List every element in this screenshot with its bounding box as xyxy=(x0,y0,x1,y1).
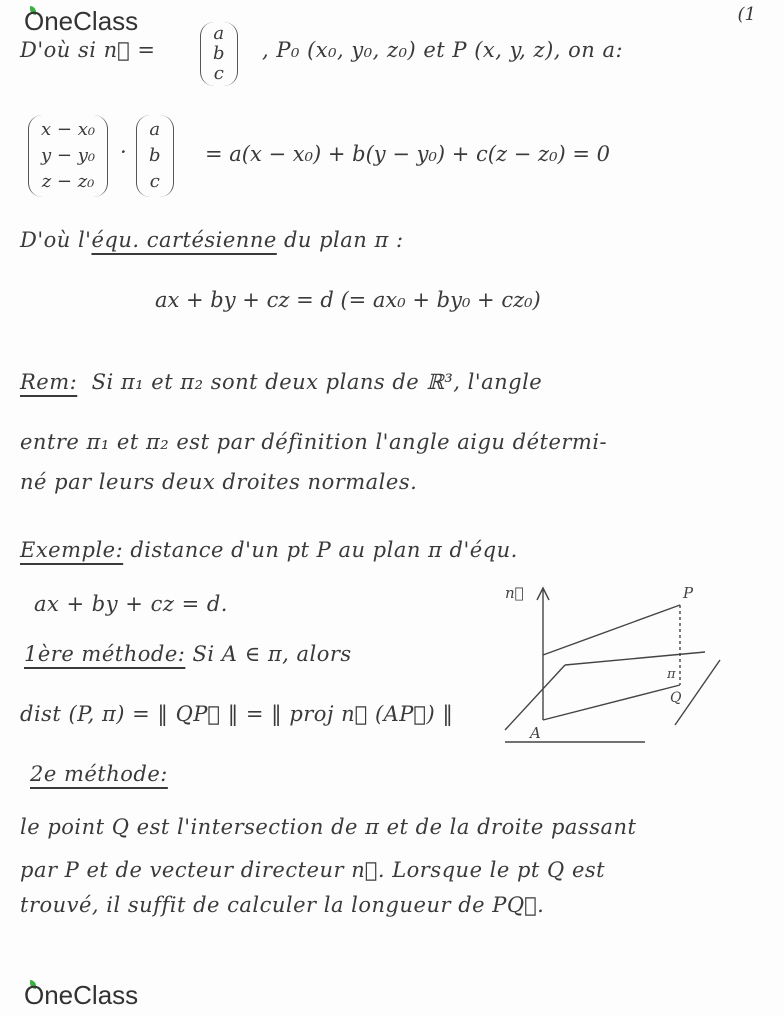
label-P: P xyxy=(683,584,694,602)
plane-edge-top xyxy=(565,652,705,665)
vec-a: a xyxy=(213,23,225,44)
plane-edge-right xyxy=(675,660,720,725)
cell: x − x₀ xyxy=(41,119,96,140)
vec-c: c xyxy=(213,63,224,84)
remark-label: Rem: xyxy=(20,370,78,394)
cell: y − y₀ xyxy=(41,145,96,166)
underlined-text: équ. cartésienne xyxy=(91,228,277,252)
vector-to-P xyxy=(543,605,680,655)
text: D'où l' xyxy=(20,228,92,252)
vector-diff xyxy=(28,115,108,197)
method1-label: 1ère méthode: xyxy=(24,642,186,666)
method1-line xyxy=(24,642,352,666)
oneclass-logo-footer: OneClass xyxy=(24,980,139,1010)
method2-line-1: le point Q est l'intersection de π et de la droite passant xyxy=(20,815,637,839)
method2-line-3: trouvé, il suffit de calculer la longueur de PQ⃗. xyxy=(20,893,545,917)
cell: a xyxy=(149,119,161,140)
remark-line-3: né par leurs deux droites normales. xyxy=(20,470,418,494)
label-pi: π xyxy=(667,667,676,682)
cell: b xyxy=(149,145,161,166)
vec-b: b xyxy=(213,43,225,64)
example-line xyxy=(20,538,518,562)
label-A: A xyxy=(530,724,541,742)
dot-product-result: = a(x − x₀) + b(y − y₀) + c(z − z₀) = 0 xyxy=(205,142,610,166)
vector-n xyxy=(200,22,238,86)
plane-equation: ax + by + cz = d. xyxy=(34,592,228,616)
vector-AQ xyxy=(543,685,680,720)
cell: z − z₀ xyxy=(41,171,95,192)
text: du plan π : xyxy=(276,228,404,252)
text: D'où si n⃗ = xyxy=(20,38,156,62)
method2-heading xyxy=(30,762,168,786)
method2-line-2: par P et de vecteur directeur n⃗. Lorsque le pt Q est xyxy=(20,858,606,882)
remark-line-1 xyxy=(20,370,542,394)
text: Si A ∈ π, alors xyxy=(185,642,352,666)
dot-symbol: · xyxy=(120,140,127,164)
cartesian-equation: ax + by + cz = d (= ax₀ + by₀ + cz₀) xyxy=(155,288,541,312)
cartesian-heading xyxy=(20,228,404,252)
oneclass-logo: OneClass xyxy=(24,6,139,36)
text: distance d'un pt P au plan π d'équ. xyxy=(123,538,518,562)
plane-diagram xyxy=(495,570,735,750)
label-Q: Q xyxy=(670,690,682,706)
plane-edge-left xyxy=(505,665,565,730)
label-n: n⃗ xyxy=(505,584,524,602)
method2-label: 2e méthode: xyxy=(30,762,168,786)
page-number: (1 xyxy=(737,4,756,25)
line-normal-vector xyxy=(20,38,156,62)
remark-line-2: entre π₁ et π₂ est par définition l'angle aigu détermi- xyxy=(20,430,608,454)
cell: c xyxy=(149,171,160,192)
example-label: Exemple: xyxy=(20,538,124,562)
points-text: , P₀ (x₀, y₀, z₀) et P (x, y, z), on a: xyxy=(262,38,624,62)
vector-abc xyxy=(136,115,174,197)
text: Si π₁ et π₂ sont deux plans de ℝ³, l'angle xyxy=(91,370,543,394)
distance-formula: dist (P, π) = ‖ QP⃗ ‖ = ‖ proj n⃗ (AP⃗) ‖ xyxy=(20,702,454,726)
